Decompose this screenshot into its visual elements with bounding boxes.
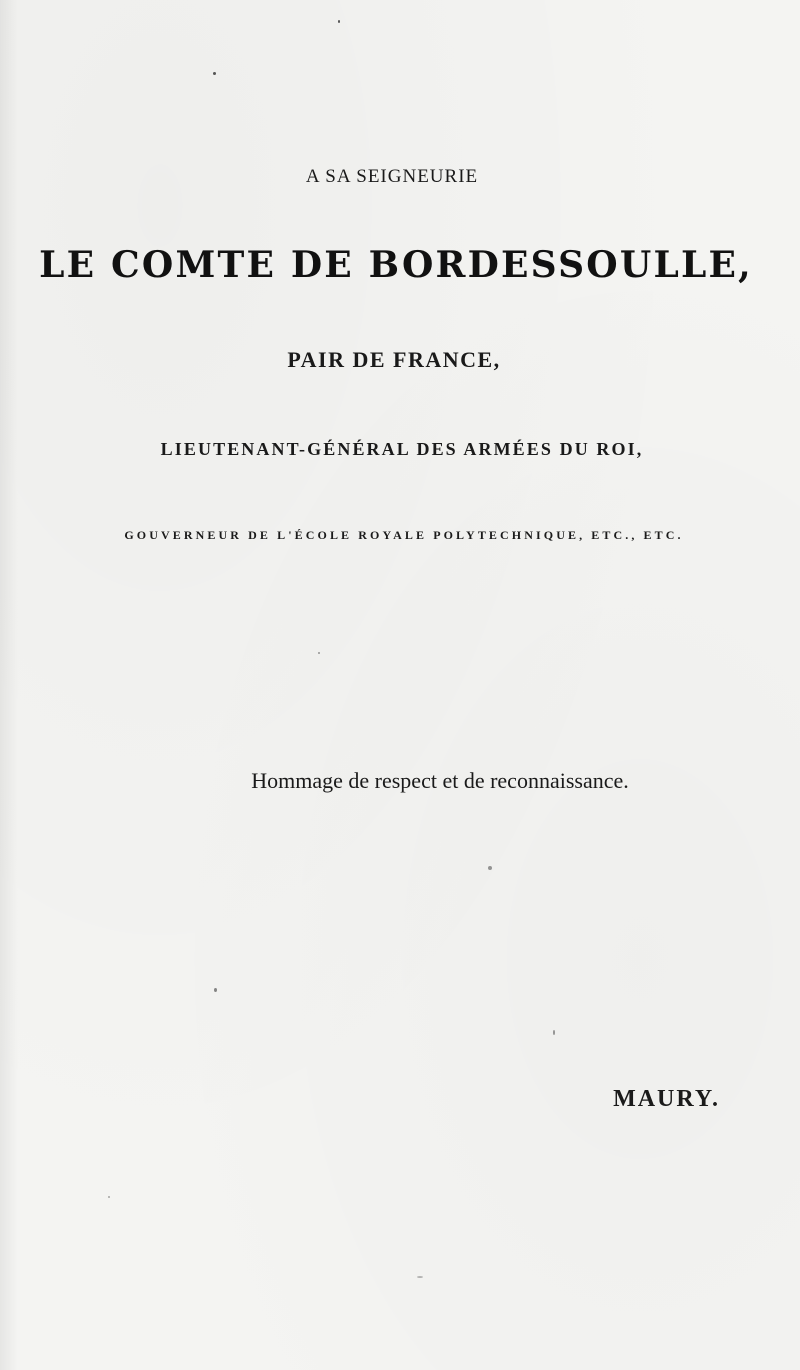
- addressee-name: LE COMTE DE BORDESSOULLE,: [39, 244, 753, 286]
- author-signature: MAURY.: [613, 1086, 720, 1112]
- paper-speck: [108, 1196, 110, 1198]
- title-peer: PAIR DE FRANCE,: [287, 347, 501, 372]
- addressee-intro: A SA SEIGNEURIE: [305, 166, 479, 187]
- paper-speck: [488, 866, 492, 870]
- title-general: LIEUTENANT-GÉNÉRAL DES ARMÉES DU ROI,: [160, 439, 644, 459]
- paper-speck: [213, 72, 216, 75]
- page-edge-shadow: [0, 0, 18, 1370]
- homage-line: Hommage de respect et de reconnaissance.: [251, 768, 629, 793]
- paper-speck: [417, 1276, 423, 1278]
- title-governor: GOUVERNEUR DE L'ÉCOLE ROYALE POLYTECHNIQUE, ETC., ETC.: [124, 528, 684, 542]
- paper-speck: [553, 1030, 555, 1035]
- paper-speck: [318, 652, 320, 654]
- paper-speck: [338, 20, 340, 23]
- paper-speck: [214, 988, 217, 992]
